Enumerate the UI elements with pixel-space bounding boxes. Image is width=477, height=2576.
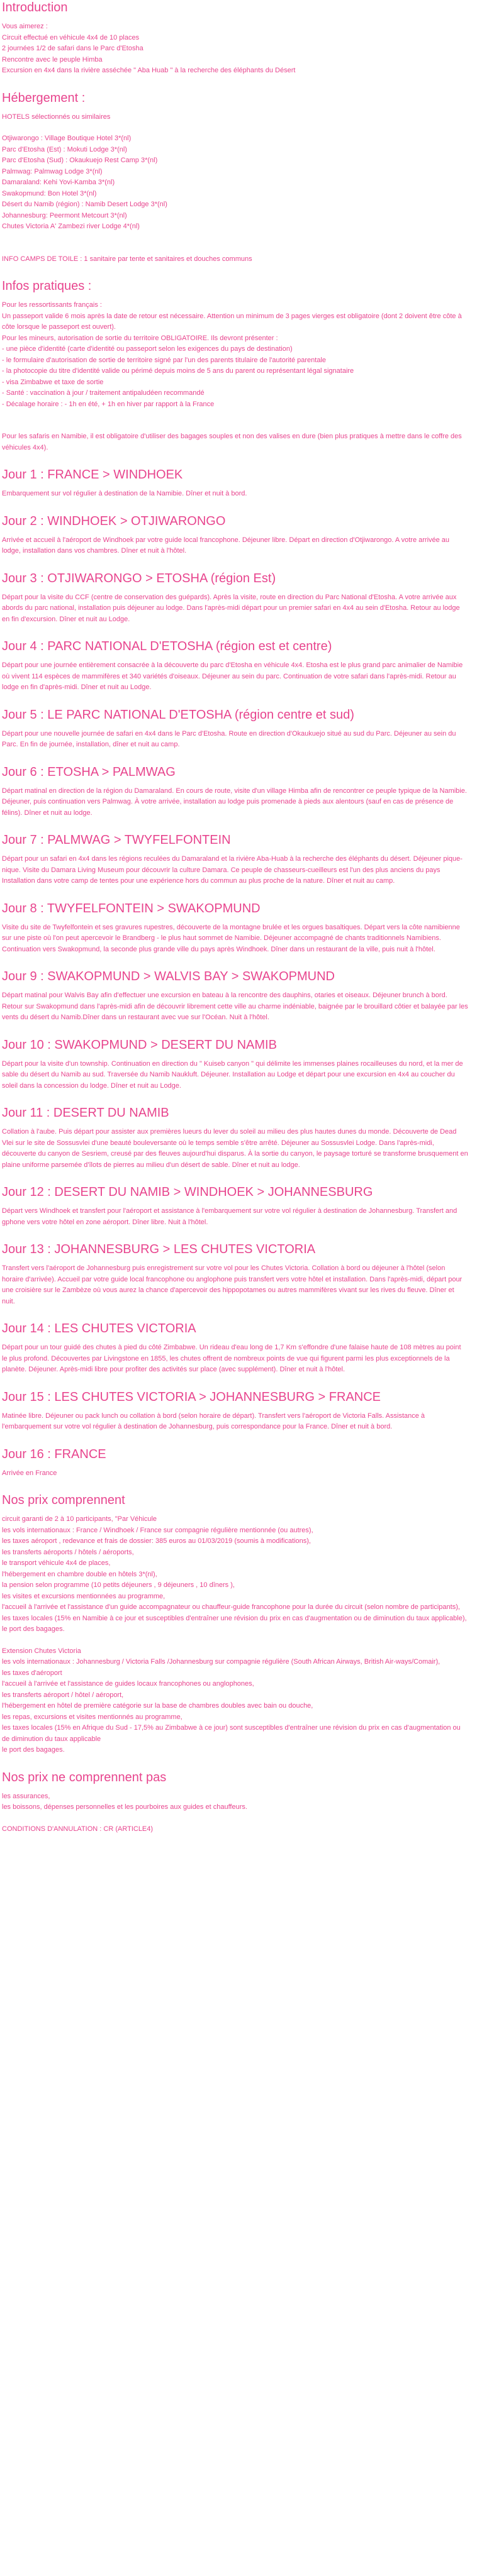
infos-line: - le formulaire d'autorisation de sortie de territoire signé par l'un des parents titulaire de l'autorité parentale bbox=[2, 356, 327, 364]
blank-line bbox=[2, 421, 468, 431]
blank-line bbox=[2, 410, 468, 421]
infos-text bbox=[2, 300, 468, 453]
blank-line bbox=[2, 233, 468, 243]
day-11 bbox=[2, 1105, 468, 1171]
included-item: les taxes d'aéroport bbox=[2, 1669, 62, 1677]
included-item: l'accueil à l'arrivée et l'assistance de guides locaux francophones ou anglophones, bbox=[2, 1680, 254, 1688]
day-title: Jour 2 : WINDHOEK > OTJIWARONGO bbox=[2, 514, 226, 528]
day-title: Jour 8 : TWYFELFONTEIN > SWAKOPMUND bbox=[2, 901, 261, 915]
prix-ne-comprennent-text bbox=[2, 1791, 468, 1835]
section-title-infos-pratiques: Infos pratiques : bbox=[2, 279, 92, 293]
infos-line: Pour les mineurs, autorisation de sortie du territoire OBLIGATOIRE. Ils devront présenter : bbox=[2, 334, 278, 342]
infos-line: - visa Zimbabwe et taxe de sortie bbox=[2, 378, 104, 386]
included-item: les taxes aéroport , redevance et frais de dossier: 385 euros au 01/03/2019 (soumis à modifications), bbox=[2, 1537, 311, 1545]
intro-line: 2 journées 1/2 de safari dans le Parc d'Etosha bbox=[2, 45, 143, 52]
day-text: Visite du site de Twyfelfontein et ses gravures rupestres, découverte de la montagne brulée et les orgues basaltiques. Départ vers la côte namibienne sur une piste où l'on peut apercevoir le Brandberg - le plus haut sommet de Namibie. Déjeuner accompagné de chants traditionnels Namibiens. Continuation vers Swakopmund, la seconde plus grande ville du pays après Windhoek. Dîner dans un restaurant de la ville, puis nuit à l'hôtel. bbox=[2, 923, 460, 953]
day-6 bbox=[2, 765, 468, 819]
hebergement-text bbox=[2, 112, 468, 265]
included-item: les transferts aéroports / hôtels / aéroports, bbox=[2, 1548, 134, 1556]
day-title: Jour 13 : JOHANNESBURG > LES CHUTES VICTORIA bbox=[2, 1242, 316, 1256]
day-text: Départ pour une nouvelle journée de safari en 4x4 dans le Parc d'Etosha. Route en direction d'Okaukuejo situé au sud du Parc. Déjeuner au sein du Parc. En fin de journée, installation, dîner et nuit au camp. bbox=[2, 729, 456, 748]
infos-line: - une pièce d'identité (carte d'identité ou passeport selon les exigences du pays de destination) bbox=[2, 345, 293, 353]
day-title: Jour 9 : SWAKOPMUND > WALVIS BAY > SWAKOPMUND bbox=[2, 970, 335, 983]
infos-line: Un passeport valide 6 mois après la date de retour est nécessaire. Attention un minimum de 3 pages vierges est obligatoire (dont 2 doivent être côte à côte lorsque le passeport est ouvert). bbox=[2, 312, 462, 331]
hotel-line: Palmwag: Palmwag Lodge 3*(nl) bbox=[2, 167, 103, 175]
hotel-line: Johannesburg: Peermont Metcourt 3*(nl) bbox=[2, 211, 127, 219]
day-text: Arrivée et accueil à l'aéroport de Windhoek par votre guide local francophone. Déjeuner libre. Départ en direction d'Otjiwarongo. A votre arrivée au lodge, installation dans vos chambres. Dîner et nuit à l'hôtel. bbox=[2, 536, 450, 555]
infos-line: - Décalage horaire : - 1h en été, + 1h en hiver par rapport à la France bbox=[2, 400, 215, 408]
section-title-hebergement: Hébergement : bbox=[2, 91, 86, 105]
hotel-line: Désert du Namib (région) : Namib Desert Lodge 3*(nl) bbox=[2, 201, 167, 208]
day-2 bbox=[2, 514, 468, 557]
day-text: Départ vers Windhoek et transfert pour l'aéroport et assistance à l'embarquement sur votre vol régulier à destination de Johannesburg. Transfert and gphone vers votre hôtel en zone aéroport. Dîner libre. Nuit à l'hôtel. bbox=[2, 1207, 457, 1226]
included-item: les repas, excursions et visites mentionnés au programme, bbox=[2, 1713, 182, 1721]
included-item: les taxes locales (15% en Namibie à ce jour et susceptibles d'entraîner une révision du prix en cas d'augmentation ou de diminution du taux applicable), le port des bagages. bbox=[2, 1614, 467, 1633]
day-3 bbox=[2, 571, 468, 626]
excluded-item: les assurances, bbox=[2, 1792, 50, 1800]
included-item: les vols internationaux : France / Windhoek / France sur compagnie régulière mentionnée (ou autres), bbox=[2, 1526, 313, 1534]
included-item: l'hébergement en hôtel de première catégorie sur la base de chambres doubles avec bain ou douche, bbox=[2, 1702, 313, 1710]
blank-line bbox=[2, 123, 468, 133]
day-title: Jour 15 : LES CHUTES VICTORIA > JOHANNESBURG > FRANCE bbox=[2, 1390, 381, 1404]
day-text: Départ matinal pour Walvis Bay afin d'effectuer une excursion en bateau à la rencontre des dauphins, otaries et oiseaux. Déjeuner brunch à bord. Retour sur Swakopmund dans l'après-midi afin de découvrir librement cette ville au charme indéniable, baignée par le brouillard côtier et balayée par les vents du désert du Namib.Dîner dans un restaurant avec vue sur l'Océan. Nuit à l'hôtel. bbox=[2, 992, 468, 1021]
section-prix-comprennent bbox=[2, 1493, 468, 1756]
day-15 bbox=[2, 1390, 468, 1433]
section-prix-ne-comprennent bbox=[2, 1770, 468, 1835]
day-14 bbox=[2, 1321, 468, 1376]
day-text: Transfert vers l'aéroport de Johannesburg puis enregistrement sur votre vol pour les Chutes Victoria. Collation à bord ou déjeuner à l'hôtel (selon horaire d'arrivée). Accueil par votre guide local francophone ou anglophone puis transfert vers votre hôtel et installation. Dans l'après-midi, départ pour une croisière sur le Zambèze où vous aurez la chance d'apercevoir des hippopotames ou autres mammifères vivant sur les rives du fleuve. Dîner et nuit. bbox=[2, 1264, 463, 1305]
included-item: les transferts aéroport / hôtel / aéroport, bbox=[2, 1691, 124, 1699]
day-title: Jour 10 : SWAKOPMUND > DESERT DU NAMIB bbox=[2, 1037, 277, 1052]
day-10 bbox=[2, 1037, 468, 1092]
day-4 bbox=[2, 639, 468, 694]
hotel-line: Parc d'Etosha (Est) : Mokuti Lodge 3*(nl) bbox=[2, 145, 127, 153]
day-title: Jour 14 : LES CHUTES VICTORIA bbox=[2, 1322, 196, 1335]
infos-line: Pour les safaris en Namibie, il est obligatoire d'utiliser des bagages souples et non des valises en dure (bien plus pratiques à mettre dans le coffre des véhicules 4x4). bbox=[2, 433, 462, 451]
day-title: Jour 7 : PALMWAG > TWYFELFONTEIN bbox=[2, 833, 231, 847]
hotel-line: Chutes Victoria A' Zambezi river Lodge 4*(nl) bbox=[2, 223, 140, 230]
section-hebergement bbox=[2, 91, 468, 265]
infos-line: - Santé : vaccination à jour / traitement antipaludéen recommandé bbox=[2, 389, 205, 397]
blank-line bbox=[2, 243, 468, 254]
hotel-line: Damaraland: Kehi Yovi-Kamba 3*(nl) bbox=[2, 179, 115, 186]
day-title: Jour 3 : OTJIWARONGO > ETOSHA (région Est) bbox=[2, 571, 276, 585]
introduction-text bbox=[2, 21, 468, 77]
included-item: l'hébergement en chambre double en hôtels 3*(nl), bbox=[2, 1570, 157, 1578]
day-text: Arrivée en France bbox=[2, 1469, 57, 1477]
day-title: Jour 16 : FRANCE bbox=[2, 1447, 106, 1461]
day-title: Jour 4 : PARC NATIONAL D'ETOSHA (région est et centre) bbox=[2, 639, 332, 653]
day-text: Départ pour un tour guidé des chutes à pied du côté Zimbabwe. Un rideau d'eau long de 1,7 Km s'effondre d'une falaise haute de 108 mètres au point le plus profond. Découvertes par Livingstone en 1855, les chutes offrent de nombreux points de vue qui figurent parmi les plus exceptionnels de la planète. Déjeuner. Après-midi libre pour profiter des activités sur place (avec supplément). Dîner et nuit à l'hôtel. bbox=[2, 1344, 461, 1373]
included-item: la pension selon programme (10 petits déjeuners , 9 déjeuners , 10 dîners ), bbox=[2, 1581, 235, 1589]
day-text: Départ pour un safari en 4x4 dans les régions reculées du Damaraland et la rivière Aba-Huab à la recherche des éléphants du désert. Déjeuner pique-nique. Visite du Damara Living Museum pour découvrir la culture Damara. Ce peuple de chasseurs-cueilleurs est l'un des plus anciens du pays Installation dans votre camp de tentes pour une expérience hors du commun au plus proche de la nature. Dîner et nuit au camp. bbox=[2, 855, 463, 885]
included-item: circuit garanti de 2 à 10 participants, "Par Véhicule bbox=[2, 1515, 157, 1523]
included-item: Extension Chutes Victoria bbox=[2, 1647, 81, 1655]
day-text: Départ matinal en direction de la région du Damaraland. En cours de route, visite d'un village Himba afin de rencontrer ce peuple typique de la Namibie. Déjeuner, puis continuation vers Palmwag. À votre arrivée, installation au lodge puis promenade à pieds aux alentours (sauf en cas de présence de félins). Dîner et nuit au lodge. bbox=[2, 787, 467, 817]
day-9 bbox=[2, 969, 468, 1024]
blank-line bbox=[2, 1813, 468, 1824]
day-text: Départ pour la visite d'un township. Continuation en direction du " Kuiseb canyon " qui délimite les immenses plaines rocailleuses du nord, et la mer de sable du désert du Namib au sud. Traversée du Namib Naukluft. Déjeuner. Installation au Lodge et départ pour une excursion en 4x4 au coucher du soleil dans la concession du lodge. Dîner et nuit au Lodge. bbox=[2, 1059, 463, 1090]
day-text: Départ pour une journée entièrement consacrée à la découverte du parc d'Etosha en véhicule 4x4. Etosha est le plus grand parc animalier de Namibie où vivent 114 espèces de mammifères et 340 variétés d'oiseaux. Déjeuner au sein du parc. Continuation de votre safari dans l'après-midi. Retour au lodge en fin d'après-midi. Dîner et nuit au Lodge. bbox=[2, 661, 463, 691]
included-item: le transport véhicule 4x4 de places, bbox=[2, 1559, 111, 1567]
day-16 bbox=[2, 1447, 468, 1479]
day-5 bbox=[2, 707, 468, 751]
day-text: Collation à l'aube. Puis départ pour assister aux premières lueurs du lever du soleil au milieu des plus hautes dunes du monde. Découverte de Dead Vlei sur le site de Sossusvlei d'une beauté bouleversante où le temps semble s'être arrêté. Déjeuner au Sossusvlei Lodge. Dans l'après-midi, découverte du canyon de Sesriem, creusé par des fleuves aujourd'hui disparus. À la sortie du canyon, le paysage torturé se transforme brusquement en plaine uniforme parsemée d'îlots de pierres au milieu d'un désert de sable. Dîner et nuit au lodge. bbox=[2, 1128, 468, 1169]
hebergement-line: HOTELS sélectionnés ou similaires bbox=[2, 113, 111, 121]
included-item: l'accueil à l'arrivée et l'assistance d'un guide accompagnateur ou chauffeur-guide francophone pour la durée du circuit (selon nombre de participants), bbox=[2, 1603, 460, 1611]
day-8 bbox=[2, 901, 468, 956]
day-7 bbox=[2, 832, 468, 887]
intro-line: Rencontre avec le peuple Himba bbox=[2, 55, 103, 64]
intro-line: Circuit effectué en véhicule 4x4 de 10 places bbox=[2, 33, 140, 41]
day-text: Embarquement sur vol régulier à destination de la Namibie. Dîner et nuit à bord. bbox=[2, 490, 247, 497]
hotel-line: Parc d'Etosha (Sud) : Okaukuejo Rest Camp 3*(nl) bbox=[2, 157, 158, 164]
section-infos-pratiques bbox=[2, 279, 468, 453]
day-text: Matinée libre. Déjeuner ou pack lunch ou collation à bord (selon horaire de départ). Transfert vers l'aéroport de Victoria Falls. Assistance à l'embarquement sur votre vol régulier à destination de Johannesburg, puis correspondance pour la France. Dîner et nuit à bord. bbox=[2, 1412, 425, 1430]
day-title: Jour 6 : ETOSHA > PALMWAG bbox=[2, 765, 176, 779]
included-item: les vols internationaux : Johannesburg / Victoria Falls /Johannesburg sur compagnie régulière (South African Airways, British Air-ways/Comair), bbox=[2, 1658, 441, 1666]
section-title-prix-comprennent: Nos prix comprennent bbox=[2, 1493, 125, 1507]
included-item: les visites et excursions mentionnées au programme, bbox=[2, 1592, 166, 1600]
day-title: Jour 11 : DESERT DU NAMIB bbox=[2, 1106, 169, 1120]
section-title-introduction: Introduction bbox=[2, 1, 68, 14]
intro-line: Excursion en 4x4 dans la rivière asséchée " Aba Huab " à la recherche des éléphants du Désert bbox=[2, 67, 296, 74]
infos-line: Pour les ressortissants français : bbox=[2, 301, 102, 309]
day-title: Jour 12 : DESERT DU NAMIB > WINDHOEK > JOHANNESBURG bbox=[2, 1185, 373, 1199]
day-title: Jour 1 : FRANCE > WINDHOEK bbox=[2, 468, 183, 482]
day-1 bbox=[2, 467, 468, 500]
day-13 bbox=[2, 1242, 468, 1307]
day-text: Départ pour la visite du CCF (centre de conservation des guépards). Après la visite, route en direction du Parc National d'Etosha. A votre arrivée aux abords du parc national, installation puis déjeuner au lodge. Dans l'après-midi départ pour un premier safari en 4x4 au sein d'Etosha. Retour au lodge en fin d'excursion. Dîner et nuit au Lodge. bbox=[2, 593, 460, 623]
included-item: le port des bagages. bbox=[2, 1746, 65, 1754]
conditions-annulation: CONDITIONS D'ANNULATION : CR (ARTICLE4) bbox=[2, 1825, 154, 1833]
day-title: Jour 5 : LE PARC NATIONAL D'ETOSHA (région centre et sud) bbox=[2, 707, 354, 722]
hotel-line: Swakopmund: Bon Hotel 3*(nl) bbox=[2, 189, 97, 197]
section-title-prix-ne-comprennent: Nos prix ne comprennent pas bbox=[2, 1770, 167, 1784]
day-12 bbox=[2, 1185, 468, 1228]
included-item: les taxes locales (15% en Afrique du Sud - 17,5% au Zimbabwe à ce jour) sont susceptibles d'entraîner une révision du prix en cas d'augmentation ou de diminution du taux applicable bbox=[2, 1724, 461, 1743]
infos-line: - la photocopie du titre d'identité valide ou périmé depuis moins de 5 ans du parent ou représentant légal signataire bbox=[2, 367, 354, 375]
prix-comprennent-text bbox=[2, 1514, 468, 1756]
section-introduction bbox=[2, 0, 468, 77]
hotel-line: Otjiwarongo : Village Boutique Hotel 3*(nl) bbox=[2, 135, 132, 142]
info-camps-line: INFO CAMPS DE TOILE : 1 sanitaire par tente et sanitaires et douches communs bbox=[2, 255, 252, 263]
intro-line: Vous aimerez : bbox=[2, 23, 48, 30]
blank-line bbox=[2, 1635, 468, 1646]
excluded-item: les boissons, dépenses personnelles et les pourboires aux guides et chauffeurs. bbox=[2, 1803, 247, 1811]
